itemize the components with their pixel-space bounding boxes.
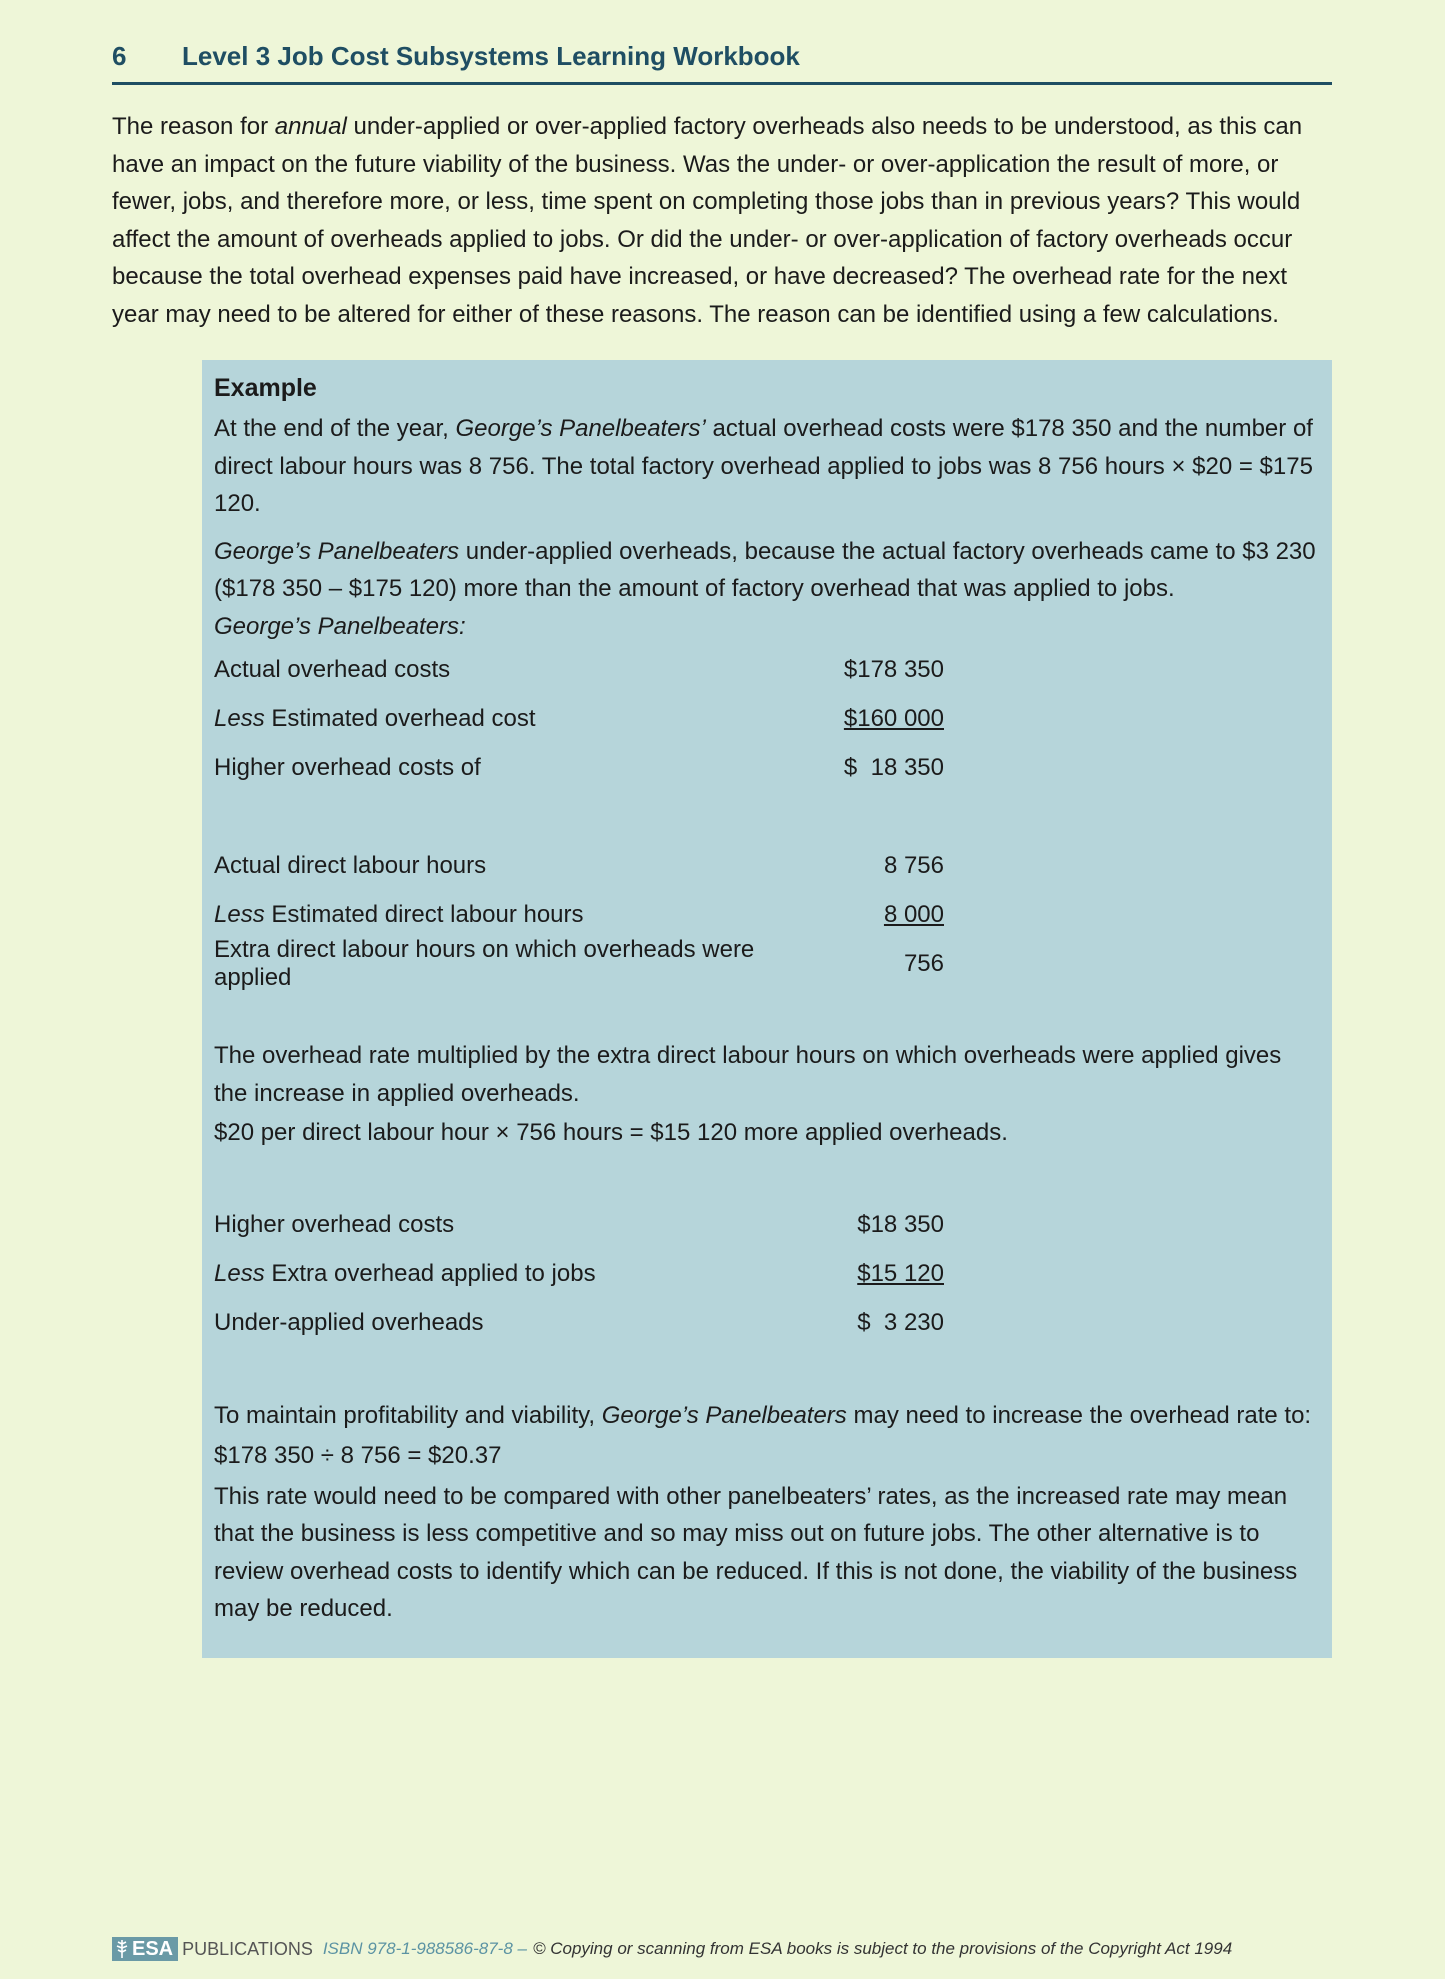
row-value: $ 18 350 xyxy=(843,753,944,781)
row-label: Actual direct labour hours xyxy=(214,851,487,879)
table-row xyxy=(214,743,1320,792)
row-label: Estimated overhead cost xyxy=(264,704,536,732)
row-value: 8 000 xyxy=(883,900,944,928)
row-prefix: Less xyxy=(214,900,265,928)
row-value: $15 120 xyxy=(857,1260,944,1287)
company-label-text: George’s Panelbeaters: xyxy=(214,612,466,640)
example-box xyxy=(202,360,1332,1658)
intro-text-post: under-applied or over-applied factory overheads also needs to be understood, as this can have an impact on the future viability of the business. Was the under- or over-application the result of more, or fewer, jobs, and therefore more, or less, time spent on completing those jobs than in previous years? This would affect the amount of overheads applied to jobs. Or did the under- or over-application of factory overheads occur because the total overhead expenses paid have increased, or have decreased? The overhead rate for the next year may need to be altered for either of these reasons. The reason can be identified using a few calculations. xyxy=(112,113,1303,328)
page-header xyxy=(112,30,1332,85)
overhead-cost-table xyxy=(214,645,1320,792)
p5-post: may need to increase the overhead rate to: xyxy=(846,1401,1312,1429)
intro-emphasis: annual xyxy=(274,113,347,140)
row-label: Estimated direct labour hours xyxy=(264,900,584,928)
example-paragraph-1 xyxy=(214,410,1320,523)
row-value: $178 350 xyxy=(843,655,944,683)
row-label: Extra overhead applied to jobs xyxy=(264,1260,596,1287)
page-footer xyxy=(112,1935,1342,1963)
table-row xyxy=(214,935,1320,991)
under-applied-table xyxy=(214,1201,1320,1348)
table-row xyxy=(214,694,1320,743)
p2-company: George’s Panelbeaters xyxy=(214,537,460,565)
table-row xyxy=(214,1201,1320,1250)
p5-pre: To maintain profitability and viability, xyxy=(214,1401,602,1429)
row-label: Higher overhead costs of xyxy=(214,753,481,781)
p1-pre: At the end of the year, xyxy=(214,415,456,442)
example-paragraph-7: This rate would need to be compared with other panelbeaters’ rates, as the increased rate may mean that the business is less competitive and so may miss out on future jobs. The other alternative is to review overhead costs to identify which can be reduced. If this is not done, the viability of the business may be reduced. xyxy=(214,1482,1298,1622)
row-prefix: Less xyxy=(214,704,265,732)
p2-post: under-applied overheads, because the actual factory overheads came to $3 230 ($178 350 – $175 120) more than the amount of factory overhead that was applied to jobs. xyxy=(214,537,1316,602)
row-value: $160 000 xyxy=(843,704,944,732)
row-value: $18 350 xyxy=(857,1211,944,1238)
p1-company: George’s Panelbeaters’ xyxy=(455,415,706,442)
publisher-name: PUBLICATIONS xyxy=(182,1938,313,1959)
row-label: Actual overhead costs xyxy=(214,655,451,683)
example-paragraph-6: $178 350 ÷ 8 756 = $20.37 xyxy=(214,1442,502,1469)
example-paragraph-4: $20 per direct labour hour × 756 hours = $15 120 more applied overheads. xyxy=(214,1119,1008,1146)
p5-company: George’s Panelbeaters xyxy=(601,1401,847,1429)
row-value: 756 xyxy=(903,949,944,977)
labour-hours-table xyxy=(214,841,1320,991)
book-title: Level 3 Job Cost Subsystems Learning Workbook xyxy=(182,40,800,71)
isbn: ISBN 978-1-988586-87-8 – xyxy=(322,1939,527,1958)
example-paragraph-3: The overhead rate multiplied by the extra direct labour hours on which overheads were applied gives the increase in applied overheads. xyxy=(214,1042,1282,1107)
intro-text-pre: The reason for xyxy=(112,113,275,140)
example-paragraph-2 xyxy=(214,533,1320,608)
example-paragraph-5 xyxy=(214,1397,1320,1435)
table-row xyxy=(214,645,1320,694)
row-label: Higher overhead costs xyxy=(214,1211,455,1238)
table-row xyxy=(214,841,1320,890)
row-value: 8 756 xyxy=(883,851,944,879)
leaf-icon xyxy=(115,1939,129,1959)
table-row xyxy=(214,1299,1320,1348)
page-number: 6 xyxy=(112,40,127,71)
company-label xyxy=(214,608,1320,646)
table-row xyxy=(214,890,1320,939)
example-heading: Example xyxy=(214,374,317,402)
esa-logo xyxy=(112,1937,178,1961)
row-prefix: Less xyxy=(214,1260,265,1287)
p1-post: actual overhead costs were $178 350 and the number of direct labour hours was 8 756. The total factory overhead applied to jobs was 8 756 hours × $20 = $175 120. xyxy=(214,415,1313,517)
intro-paragraph xyxy=(112,108,1337,333)
table-row xyxy=(214,1250,1320,1299)
copyright-notice: © Copying or scanning from ESA books is subject to the provisions of the Copyright Act 1994 xyxy=(532,1939,1233,1958)
logo-text: ESA xyxy=(132,1937,174,1960)
row-label: Extra direct labour hours on which overheads were applied xyxy=(214,935,755,991)
row-label: Under-applied overheads xyxy=(214,1309,484,1336)
row-value: $ 3 230 xyxy=(857,1309,944,1336)
